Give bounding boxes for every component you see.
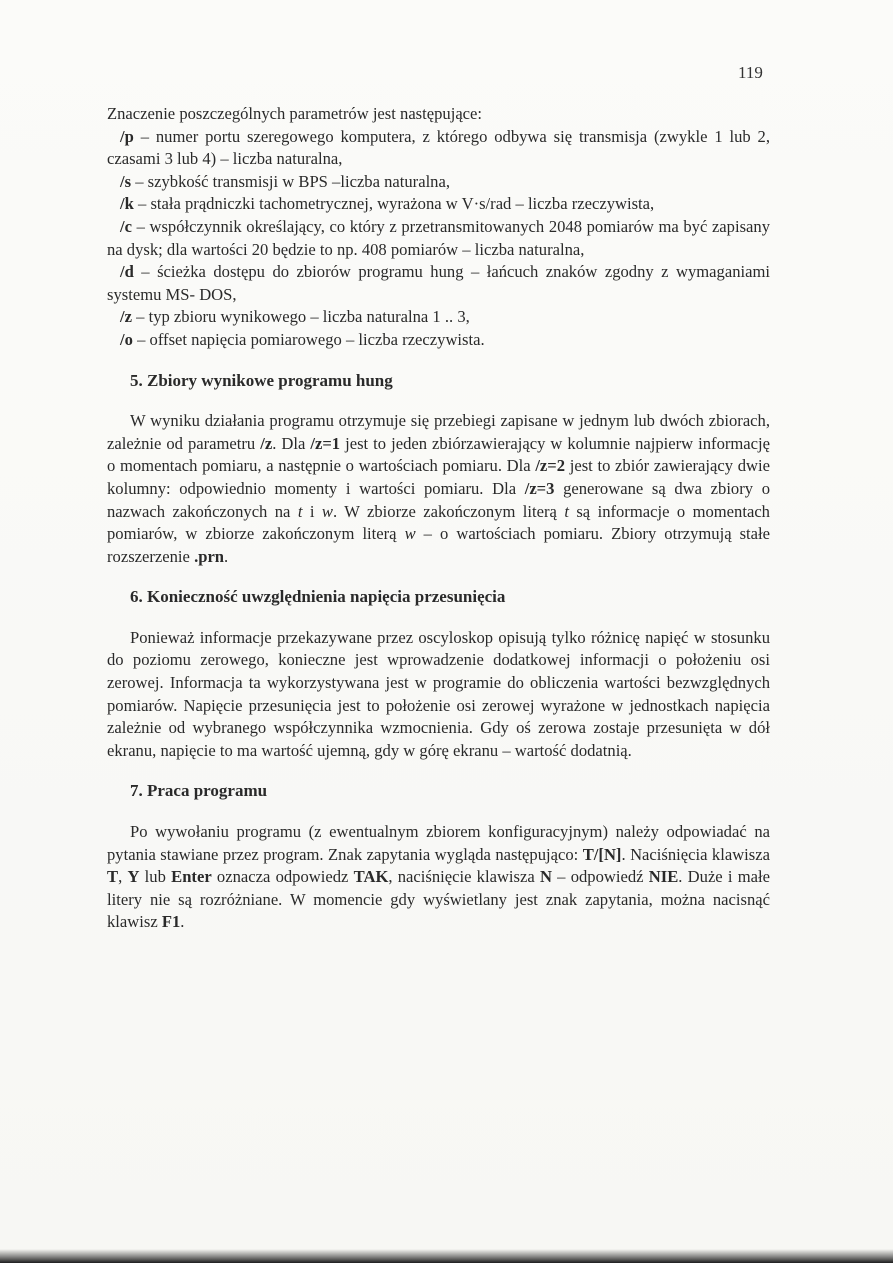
section-6-paragraph: Ponieważ informacje przekazywane przez oscyloskop opisują tylko różnicę napięć w stosunku do poziomu zerowego, konieczne jest wprowadzenie dodatkowej informacji o położeniu osi zerowej. Informacja ta wykorzystywana jest w programie do obliczenia wartości bezwzględnych pomiarów. Napięcie przesunięcia jest to położenie osi zerowej wyrażone w jednostkach napięcia zależnie od wybranego współczynnika wzmocnienia. Gdy oś zerowa zostaje przesunięta w dół ekranu, napięcie to ma wartość ujemną, gdy w górę ekranu – wartość dodatnią. [107, 627, 770, 760]
page-number: 119 [738, 63, 763, 82]
param-desc: – numer portu szeregowego komputera, z którego odbywa się transmisja (zwykle 1 lub 2, czasami 3 lub 4) – liczba naturalna, [107, 126, 770, 169]
intro-text: Znaczenie poszczególnych parametrów jest następujące: [107, 104, 483, 123]
param-desc: – współczynnik określający, co który z przetransmitowanych 2048 pomiarów ma być zapisany na dysk; dla wartości 20 będzie to np. 408 pomiarów – liczba naturalna, [107, 216, 770, 259]
param-o [107, 329, 770, 352]
param-p [107, 126, 770, 171]
param-d [107, 261, 770, 306]
param-k [107, 193, 770, 216]
param-desc: – offset napięcia pomiarowego – liczba rzeczywista. [132, 329, 485, 349]
param-desc: – typ zbioru wynikowego – liczba naturalna 1 .. 3, [131, 307, 470, 327]
param-flag: /c [120, 216, 132, 236]
param-s [107, 171, 770, 194]
param-flag: /z [120, 307, 132, 327]
section-6-title: 6. Konieczność uwzględnienia napięcia przesunięcia [130, 587, 506, 607]
param-flag: /p [120, 126, 134, 146]
section-5-title: 5. Zbiory wynikowe programu hung [130, 370, 393, 390]
section-7-title: 7. Praca programu [130, 781, 268, 801]
section-7-paragraph: Po wywołaniu programu (z ewentualnym zbiorem konfiguracyjnym) należy odpowiadać na pytania stawiane przez program. Znak zapytania wygląda następująco: T/[N]. Naciśnięcia klawisza T, Y lub Enter oznacza odpowiedz TAK, naciśnięcie klawisza N – odpowiedź NIE. Duże i małe litery nie są rozróżniane. W momencie gdy wyświetlany jest znak zapytania, można nacisnąć klawisz F1. [107, 822, 770, 932]
param-z [107, 306, 770, 329]
param-flag: /s [120, 171, 132, 191]
param-flag: /k [120, 194, 134, 214]
section-5-paragraph: W wyniku działania programu otrzymuje się przebiegi zapisane w jednym lub dwóch zbiorach, zależnie od parametru /z. Dla /z=1 jest to jeden zbiórzawierający w kolumnie najpierw informację o momentach pomiaru, a następnie o wartościach pomiaru. Dla /z=2 jest to zbiór zawierający dwie kolumny: odpowiednio momenty i wartości pomiaru. Dla /z=3 generowane są dwa zbiory o nazwach zakończonych na t i w. W zbiorze zakończonym literą t są informacje o momentach pomiarów, w zbiorze zakończonym literą w – o wartościach pomiaru. Zbiory otrzymują stałe rozszerzenie .prn. [107, 411, 771, 566]
param-desc: – stała prądniczki tachometrycznej, wyrażona w V·s/rad – liczba rzeczywista, [133, 194, 655, 214]
param-c [107, 216, 770, 261]
param-flag: /d [120, 262, 134, 282]
param-desc: – ścieżka dostępu do zbiorów programu hung – łańcuch znaków zgodny z wymaganiami systemu MS- DOS, [107, 262, 770, 304]
page-body [107, 103, 770, 934]
param-flag: /o [120, 329, 133, 349]
page-bottom-edge [0, 1249, 893, 1263]
param-desc: – szybkość transmisji w BPS –liczba naturalna, [131, 171, 450, 191]
